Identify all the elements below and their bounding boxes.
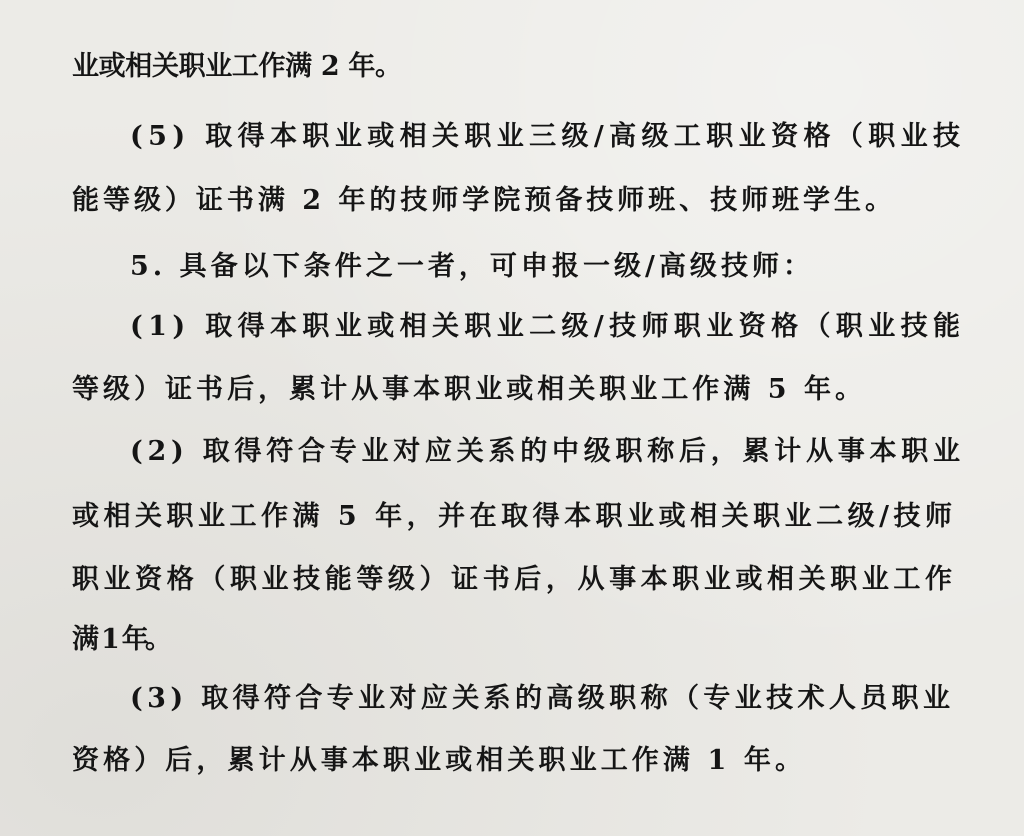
text-line: 5. 具备以下条件之一者，可申报一级/高级技师： bbox=[130, 251, 815, 282]
text-line: (1) 取得本职业或相关职业二级/技师职业资格（职业技能 bbox=[130, 311, 966, 342]
text-line: (3) 取得符合专业对应关系的高级职称（专业技术人员职业 bbox=[130, 683, 955, 714]
text-line: 能等级）证书满 2 年的技师学院预备技师班、技师班学生。 bbox=[72, 185, 896, 216]
text-line: 资格）后，累计从事本职业或相关职业工作满 1 年。 bbox=[72, 745, 807, 776]
text-line: 业或相关职业工作满 2 年。 bbox=[72, 51, 402, 82]
text-line: 等级）证书后，累计从事本职业或相关职业工作满 5 年。 bbox=[72, 374, 867, 405]
text-line: 满 1 年。 bbox=[72, 624, 169, 655]
text-line: 或相关职业工作满 5 年，并在取得本职业或相关职业二级/技师 bbox=[72, 501, 957, 532]
text-line: 职业资格（职业技能等级）证书后，从事本职业或相关职业工作 bbox=[72, 564, 957, 595]
text-line: (5) 取得本职业或相关职业三级/高级工职业资格（职业技 bbox=[130, 121, 966, 152]
text-line: (2) 取得符合专业对应关系的中级职称后，累计从事本职业 bbox=[130, 436, 965, 467]
